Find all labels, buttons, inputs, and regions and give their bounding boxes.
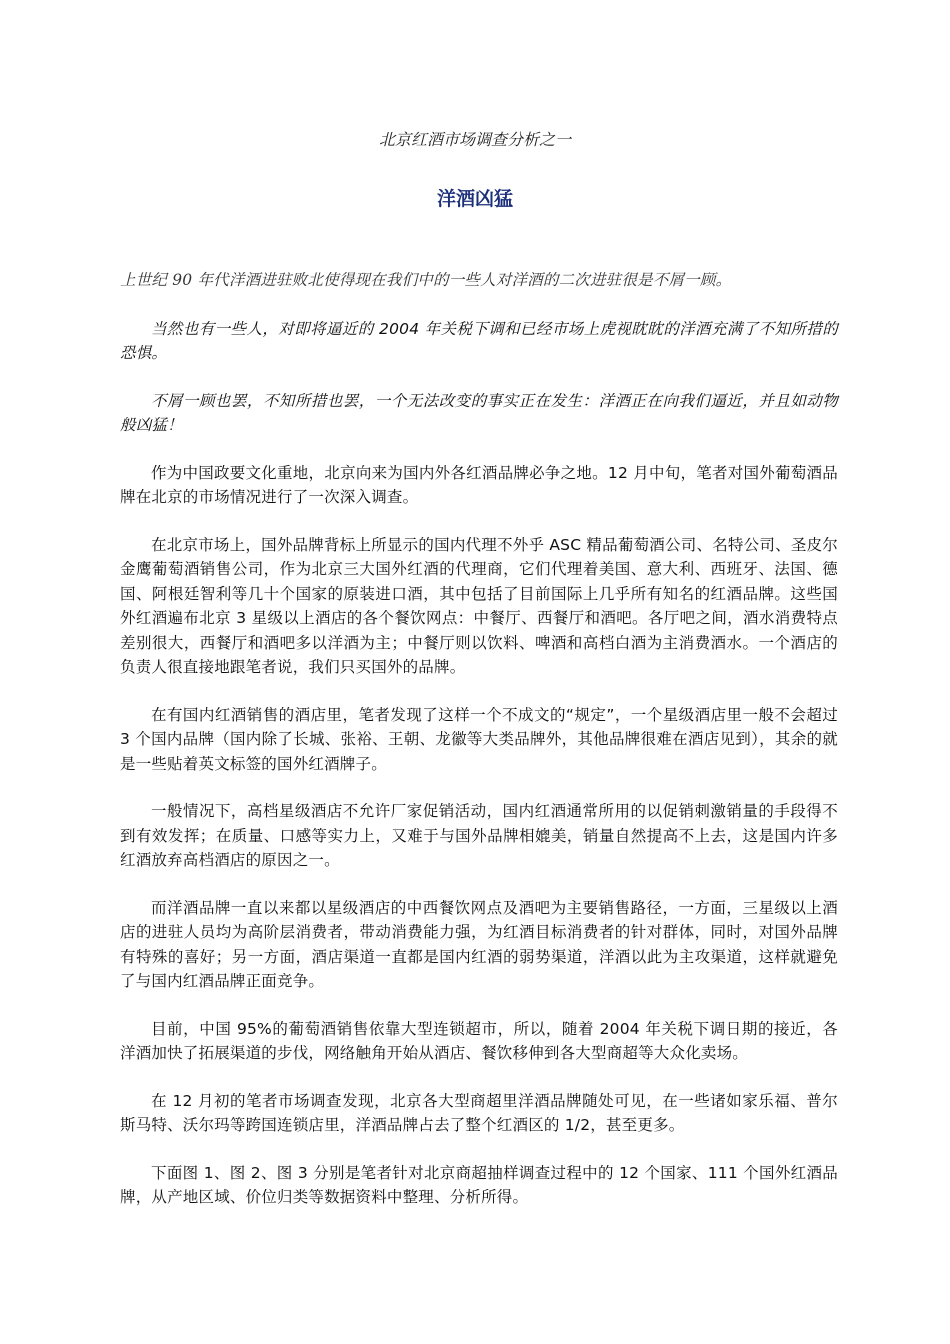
paragraph: 而洋酒品牌一直以来都以星级酒店的中西餐饮网点及酒吧为主要销售路径，一方面，三星级以上酒店的进驻人员均为高阶层消费者，带动消费能力强，为红酒目标消费者的针对群体，同时，对国外品牌有特殊的喜好；另一方面，酒店渠道一直都是国内红酒的弱势渠道，洋酒以此为主攻渠道，这样就避免了与国内红酒品牌正面竞争。 (120, 898, 838, 990)
paragraph: 一般情况下，高档星级酒店不允许厂家促销活动，国内红酒通常所用的以促销刺激销量的手段得不到有效发挥；在质量、口感等实力上，又难于与国外品牌相媲美，销量自然提高不上去，这是国内许多红酒放弃高档酒店的原因之一。 (120, 802, 838, 869)
paragraph: 不屑一顾也罢，不知所措也罢，一个无法改变的事实正在发生：洋酒正在向我们逼近，并且如动物般凶猛！ (120, 391, 838, 434)
document-body (120, 268, 838, 1233)
paragraph: 目前，中国 95%的葡萄酒销售依靠大型连锁超市，所以，随着 2004 年关税下调日期的接近，各洋酒加快了拓展渠道的步伐，网络触角开始从酒店、餐饮移伸到各大型商超等大众化卖场。 (120, 1019, 838, 1062)
paragraph: 作为中国政要文化重地，北京向来为国内外各红酒品牌必争之地。12 月中旬，笔者对国外葡萄酒品牌在北京的市场情况进行了一次深入调查。 (120, 463, 838, 506)
paragraph: 下面图 1、图 2、图 3 分别是笔者针对北京商超抽样调查过程中的 12 个国家、111 个国外红酒品牌，从产地区域、价位归类等数据资料中整理、分析所得。 (120, 1163, 838, 1206)
paragraph: 在 12 月初的笔者市场调查发现，北京各大型商超里洋酒品牌随处可见，在一些诸如家乐福、普尔斯马特、沃尔玛等跨国连锁店里，洋酒品牌占去了整个红酒区的 1/2，甚至更多。 (120, 1091, 838, 1134)
paragraph: 在有国内红酒销售的酒店里，笔者发现了这样一个不成文的“规定”，一个星级酒店里一般不会超过 3 个国内品牌（国内除了长城、张裕、王朝、龙徽等大类品牌外，其他品牌很难在酒店见到），其余的就是一些贴着英文标签的国外红酒牌子。 (120, 705, 838, 773)
paragraph: 当然也有一些人，对即将逼近的 2004 年关税下调和已经市场上虎视眈眈的洋酒充满了不知所措的恐惧。 (120, 319, 838, 362)
paragraph: 在北京市场上，国外品牌背标上所显示的国内代理不外乎 ASC 精品葡萄酒公司、名特公司、圣皮尔金鹰葡萄酒销售公司，作为北京三大国外红酒的代理商，它们代理着美国、意大利、西班牙、法国、德国、阿根廷智利等几十个国家的原装进口酒，其中包括了目前国际上几乎所有知名的红酒品牌。这些国外红酒遍布北京 3 星级以上酒店的各个餐饮网点：中餐厅、西餐厅和酒吧。各厅吧之间，酒水消费特点差别很大，西餐厅和酒吧多以洋酒为主；中餐厅则以饮料、啤酒和高档白酒为主消费酒水。一个酒店的负责人很直接地跟笔者说，我们只买国外的品牌。 (120, 535, 838, 676)
document-subtitle: 北京红酒市场调查分析之一 (378, 130, 571, 149)
document-title: 洋酒凶猛 (436, 188, 513, 210)
paragraph-intro: 上世纪 90 年代洋酒进驻败北使得现在我们中的一些人对洋酒的二次进驻很是不屑一顾。 (120, 271, 732, 289)
